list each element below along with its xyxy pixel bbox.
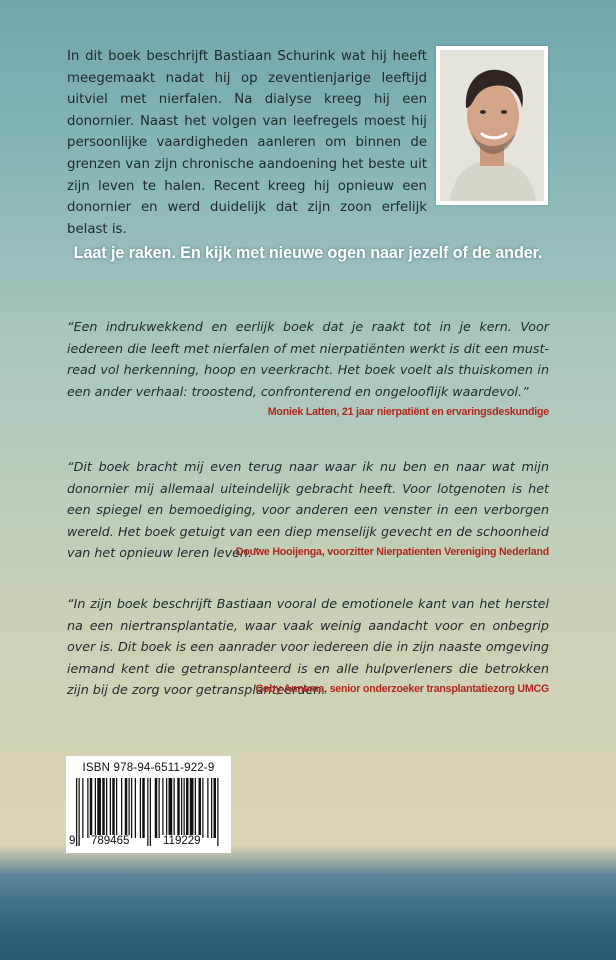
- barcode-bar: [166, 778, 167, 838]
- quote-3-text: “In zijn boek beschrijft Bastiaan vooral de emotionele kant van het herstel na een niertransplantatie, waar vaak weinig aandacht voor en onbegrip over is. Dit boek is een aanrader voor iedereen die in zijn naaste omgeving iemand kent die getransplanteerd is en alle hulpverleners die betrokken zijn bij de zorg voor getransplanteerden.: [67, 596, 549, 698]
- tagline: Laat je raken. En kijk met nieuwe ogen naar jezelf of de ander.: [73, 244, 543, 262]
- barcode-bar: [155, 778, 158, 838]
- barcode-bar: [106, 778, 107, 838]
- barcode-bar: [181, 778, 182, 838]
- barcode-bar: [214, 778, 217, 838]
- isbn-barcode: [66, 756, 231, 853]
- barcode-bar: [177, 778, 180, 838]
- barcode-bar: [112, 778, 115, 838]
- barcode-bar: [174, 778, 175, 838]
- barcode-bar: [159, 778, 160, 838]
- barcode-digit-group-2: 119229: [163, 835, 201, 847]
- isbn-label: ISBN 978-94-6511-922-9: [82, 762, 215, 774]
- barcode-bar: [129, 778, 130, 838]
- barcode-bar: [90, 778, 93, 838]
- barcode-digits: [69, 835, 225, 849]
- barcode-bar: [211, 778, 212, 838]
- barcode-bar: [102, 778, 105, 838]
- barcode-bar: [97, 778, 101, 838]
- barcode-bar: [202, 778, 203, 838]
- barcode-bar: [190, 778, 194, 838]
- barcode-bar: [184, 778, 185, 838]
- sea-horizon: [0, 873, 616, 960]
- barcode-bar: [82, 778, 83, 838]
- author-photo: [436, 46, 548, 205]
- barcode-digit-group-1: 789465: [91, 835, 130, 847]
- barcode-bar: [87, 778, 88, 838]
- intro-text: In dit boek beschrijft Bastiaan Schurink wat hij heeft meegemaakt nadat hij op zeventienjarige leeftijd uitviel met nierfalen. Na dialyse kreeg hij een donornier. Naast het volgen van leefregels moest hij persoonlijke vaardigheden aanleren om binnen de grenzen van zijn chronische aandoening het beste uit zijn leven te halen. Recent kreeg hij opnieuw een donornier en werd duidelijk dat zijn zoon erfelijk belast is.: [67, 49, 427, 237]
- quote-2-text: “Dit boek bracht mij even terug naar waar ik nu ben en naar wat mijn donornier mij allemaal uiteindelijk gebracht heeft. Voor lotgenoten is het een spiegel en bemoediging, voor anderen een venster in een verborgen wereld. Het boek getuigt van een diep menselijk gevecht en de schoonheid van het opnieuw leren leven.”: [67, 459, 549, 561]
- quote-1-text: “Een indrukwekkend en eerlijk boek dat je raakt tot in je kern. Voor iedereen die leeft met nierfalen of met nierpatiënten werkt is dit een must-read vol herkenning, hoop en veerkracht. Het boek voelt als thuiskomen in een ander verhaal: troostend, confronterend en ongelooflijk waardevol.”: [67, 319, 549, 399]
- barcode-bar: [162, 778, 163, 838]
- barcode-bar: [121, 778, 122, 838]
- quote-3-attribution: Coby Annema, senior onderzoeker transplantatiezorg UMCG: [255, 683, 549, 695]
- barcode-digit-first: 9: [69, 835, 76, 847]
- quote-2-attribution: Douwe Hooijenga, voorzitter Nierpatienten Vereniging Nederland: [235, 546, 549, 558]
- barcode-bar: [169, 778, 173, 838]
- barcode-bar: [142, 778, 145, 838]
- quote-1-attribution: Moniek Latten, 21 jaar nierpatiënt en ervaringsdeskundige: [267, 406, 549, 418]
- barcode-bar: [135, 778, 136, 838]
- barcode-bar: [186, 778, 189, 838]
- barcode-bar: [140, 778, 141, 838]
- barcode-bar: [195, 778, 196, 838]
- barcode-bar: [199, 778, 202, 838]
- barcode-bar: [207, 778, 208, 838]
- barcode-bar: [95, 778, 96, 838]
- barcode-bar: [116, 778, 117, 838]
- author-portrait-icon: [440, 50, 544, 201]
- barcode-bar: [110, 778, 111, 838]
- barcode-bar: [125, 778, 128, 838]
- barcode-bar: [131, 778, 132, 838]
